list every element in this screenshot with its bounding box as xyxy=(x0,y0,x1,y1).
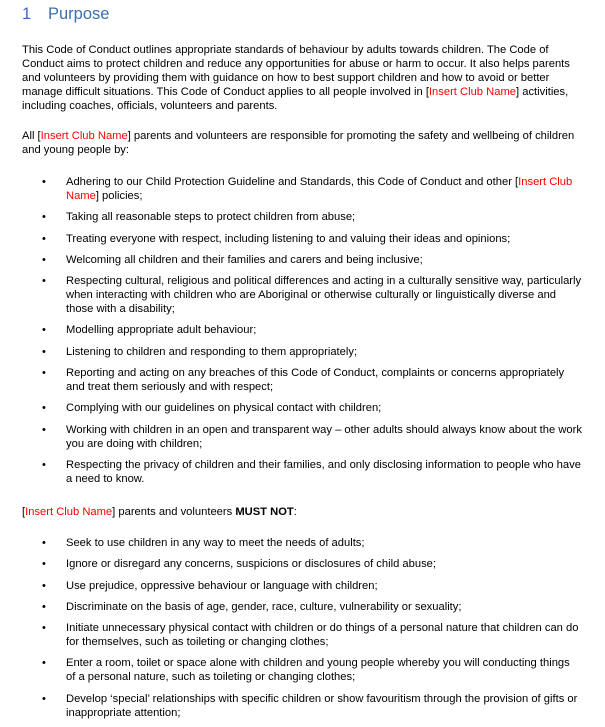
bullet-icon: • xyxy=(42,345,46,358)
list-item-text: Welcoming all children and their families and carers and being inclusive; xyxy=(66,253,423,266)
list-item-text-after: policies; xyxy=(98,190,143,202)
list-item xyxy=(22,458,582,486)
responsible-text-before: All xyxy=(22,130,38,142)
must-not-colon: : xyxy=(293,506,297,518)
list-item-text: Respecting cultural, religious and political differences and acting in a culturally sensitive way, particularly when interacting with children who are Aboriginal or otherwise culturally or linguistically diverse and those with a disability; xyxy=(66,275,582,316)
bullet-icon: • xyxy=(42,423,46,436)
responsibilities-list xyxy=(22,175,582,493)
bullet-icon: • xyxy=(42,324,46,337)
list-item xyxy=(22,210,582,224)
bullet-icon: • xyxy=(42,537,46,549)
bullet-icon: • xyxy=(42,253,46,266)
list-item xyxy=(22,579,582,593)
list-item-text: Listening to children and responding to them appropriately; xyxy=(66,345,358,358)
bullet-icon: • xyxy=(42,558,46,571)
bullet-icon: • xyxy=(42,692,46,705)
list-item xyxy=(22,401,582,415)
section-number: 1 xyxy=(22,5,32,23)
must-not-text: parents and volunteers xyxy=(115,506,236,518)
bullet-icon: • xyxy=(42,657,46,670)
bullet-icon: • xyxy=(42,402,46,415)
list-item xyxy=(22,621,582,649)
must-not-emphasis: MUST NOT xyxy=(235,506,294,518)
list-item-text: Taking all reasonable steps to protect children from abuse; xyxy=(66,211,356,224)
list-item xyxy=(22,600,582,614)
prohibitions-list xyxy=(22,536,582,727)
list-item xyxy=(22,656,582,684)
list-item xyxy=(22,557,582,571)
list-item-text: Treating everyone with respect, including listening to and valuing their ideas and opinions; xyxy=(66,232,511,245)
bullet-icon: • xyxy=(42,622,46,635)
list-item xyxy=(22,323,582,337)
list-item xyxy=(22,274,582,316)
bullet-icon: • xyxy=(42,275,46,288)
list-item xyxy=(22,253,582,267)
must-not-paragraph: [Insert Club Name] parents and volunteers MUST NOT: xyxy=(22,506,297,518)
list-item-text: Use prejudice, oppressive behaviour or language with children; xyxy=(66,579,378,592)
list-item-text: Reporting and acting on any breaches of this Code of Conduct, complaints or concerns appropriately and treat them seriously and with respect; xyxy=(66,367,565,394)
list-item xyxy=(22,692,582,720)
bullet-icon: • xyxy=(42,579,46,592)
bullet-icon: • xyxy=(42,367,46,380)
list-item-text: Ignore or disregard any concerns, suspicions or disclosures of child abuse; xyxy=(66,558,437,571)
list-item-text: Complying with our guidelines on physical contact with children; xyxy=(66,402,382,415)
list-item-text: Working with children in an open and transparent way – other adults should always know about the work you are doing with children; xyxy=(66,423,582,450)
list-item xyxy=(22,536,582,550)
club-name-placeholder: Insert Club Name xyxy=(25,506,113,518)
club-name-placeholder: Insert Club Name xyxy=(428,86,516,98)
bullet-icon: • xyxy=(42,600,46,613)
responsible-paragraph: All [Insert Club Name] parents and volunteers are responsible for promoting the safety and wellbeing of children and young people by: xyxy=(22,130,575,156)
bullet-icon: • xyxy=(42,458,46,471)
intro-paragraph: This Code of Conduct outlines appropriate standards of behaviour by adults towards children. The Code of Conduct aims to protect children and reduce any opportunities for abuse or harm to occur. It also helps parents and volunteers by providing them with guidance on how to best support children and how to avoid or better manage difficult situations. This Code of Conduct applies to all people involved in [Insert Club Name] activities, including coaches, officials, volunteers and parents. xyxy=(22,44,570,112)
list-item xyxy=(22,423,582,451)
list-item xyxy=(22,366,582,394)
section-title: Purpose xyxy=(48,5,110,23)
club-name-placeholder: Insert Club Name xyxy=(40,130,128,142)
list-item-text: Initiate unnecessary physical contact with children or do things of a personal nature that children can do for themselves, such as toileting or changing clothes; xyxy=(66,622,579,649)
responsible-text-after: parents and volunteers are responsible for promoting the safety and wellbeing of children and young people by: xyxy=(22,130,575,156)
list-item xyxy=(22,232,582,246)
bullet-icon: • xyxy=(42,176,46,188)
list-item: • Adhering to our Child Protection Guideline and Standards, this Code of Conduct and other [Insert Club Name] policies; xyxy=(42,176,573,202)
list-item-text: Adhering to our Child Protection Guideline and Standards, this Code of Conduct and other xyxy=(66,176,516,188)
list-item-text: Seek to use children in any way to meet the needs of adults; xyxy=(66,537,365,549)
list-item-text: Respecting the privacy of children and their families, and only disclosing information to people who have a need to know. xyxy=(66,458,581,485)
club-name-placeholder: Insert Club Name xyxy=(66,176,573,202)
list-item-text: Enter a room, toilet or space alone with children and young people whereby you will conducting things of a personal nature, such as toileting or changing clothes; xyxy=(66,657,570,684)
intro-text-after: activities, including coaches, officials, volunteers and parents. xyxy=(22,86,569,112)
section-heading xyxy=(22,5,109,24)
bullet-icon: • xyxy=(42,232,46,245)
list-item xyxy=(22,345,582,359)
intro-text: This Code of Conduct outlines appropriate standards of behaviour by adults towards children. The Code of Conduct aims to protect children and reduce any opportunities for abuse or harm to occur. It also helps parents and volunteers by providing them with guidance on how to best support children and how to avoid or better manage difficult situations. This Code of Conduct applies to all people involved in xyxy=(22,44,570,98)
list-item-text: Develop ‘special’ relationships with specific children or show favouritism through the provision of gifts or inappropriate attention; xyxy=(66,692,578,719)
list-item-text: Discriminate on the basis of age, gender, race, culture, vulnerability or sexuality; xyxy=(66,600,462,613)
bullet-icon: • xyxy=(42,211,46,224)
list-item-text: Modelling appropriate adult behaviour; xyxy=(66,324,257,337)
